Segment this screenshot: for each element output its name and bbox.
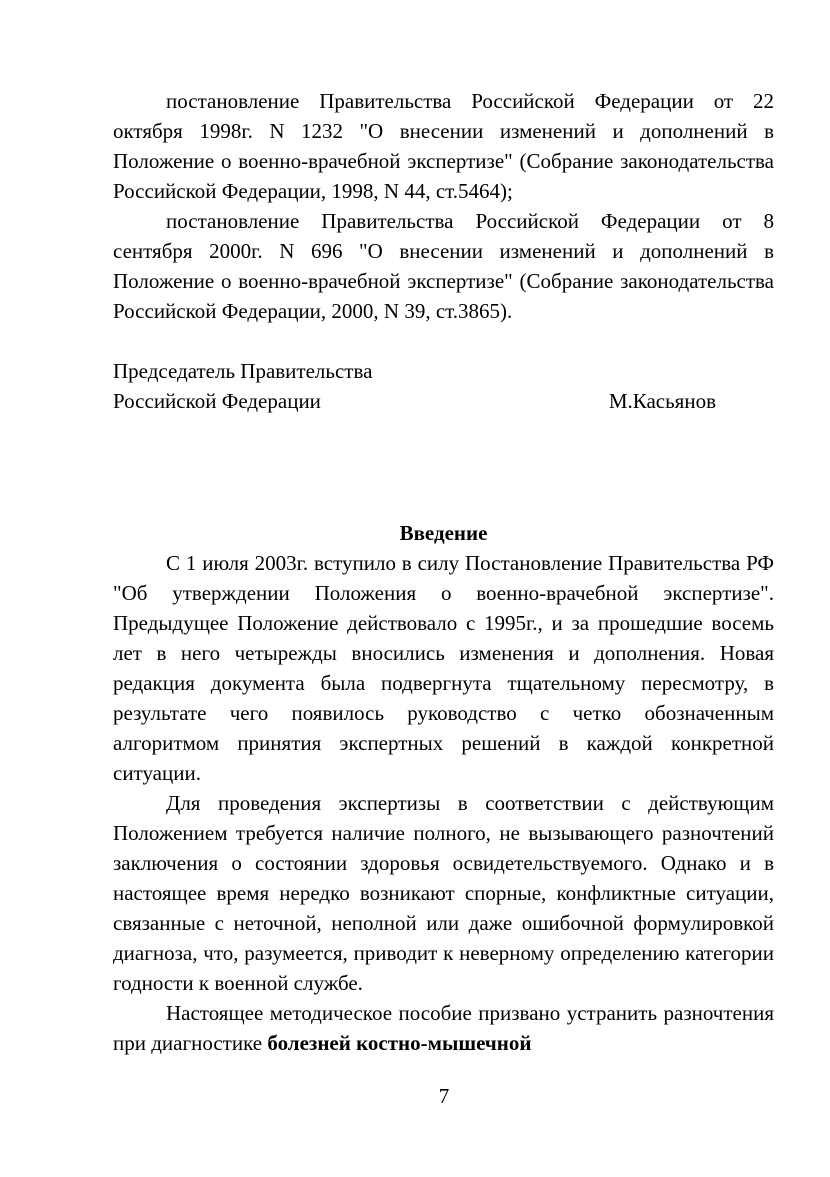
signature-block — [113, 356, 774, 416]
section-heading: Введение — [399, 521, 488, 545]
signature-row — [113, 386, 774, 416]
signatory-name: М.Касьянов — [608, 389, 716, 413]
signature-title-line1: Председатель Правительства — [113, 359, 373, 383]
document-page — [113, 86, 774, 1058]
page-number: 7 — [438, 1084, 450, 1108]
decree-reference-2000: постановление Правительства Российской Федерации от 8 сентября 2000г. N 696 "О внесении изменений и дополнений в Положение о военно-врачебной экспертизе" (Собрание законодательства Российской Федерации, 2000, N 39, ст.3865). — [113, 209, 774, 323]
decree-reference-1998: постановление Правительства Российской Федерации от 22 октября 1998г. N 1232 "О внесении изменений и дополнений в Положение о военно-врачебной экспертизе" (Собрание законодательства Российской Федерации, 1998, N 44, ст.5464); — [113, 89, 774, 203]
signature-title-line2: Российской Федерации — [113, 389, 321, 413]
intro-paragraph-3 — [113, 998, 774, 1058]
intro-paragraph-2: Для проведения экспертизы в соответствии с действующим Положением требуется наличие полного, не вызывающего разночтений заключения о состоянии здоровья освидетельствуемого. Однако и в настоящее время нередко возникают спорные, конфликтные ситуации, связанные с неточной, неполной или даже ошибочной формулировкой диагноза, что, разумеется, приводит к неверному определению категории годности к военной службе. — [113, 791, 774, 995]
intro-paragraph-3-bold: болезней костно-мышечной — [267, 1031, 532, 1055]
intro-paragraph-3-text: Настоящее методическое пособие призвано устранить разночтения при диагностике — [113, 1001, 774, 1055]
intro-paragraph-1: С 1 июля 2003г. вступило в силу Постановление Правительства РФ "Об утверждении Положения о военно-врачебной экспертизе". Предыдущее Положение действовало с 1995г., и за прошедшие восемь лет в него четырежды вносились изменения и дополнения. Новая редакция документа была подвергнута тщательному пересмотру, в результате чего появилось руководство с четко обозначенным алгоритмом принятия экспертных решений в каждой конкретной ситуации. — [113, 551, 774, 785]
